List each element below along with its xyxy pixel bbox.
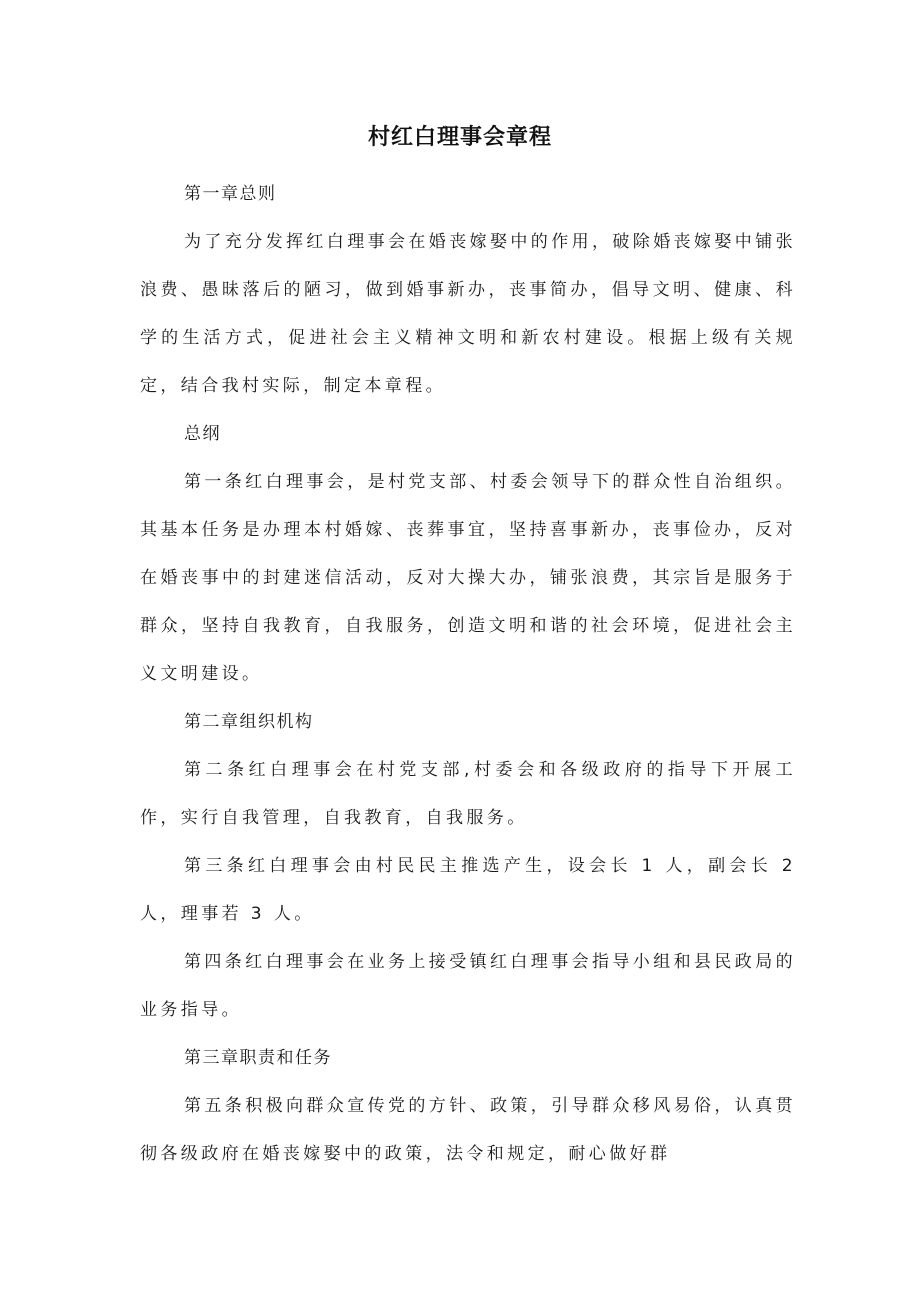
paragraph: 第五条积极向群众宣传党的方针、政策，引导群众移风易俗，认真贯彻各级政府在婚丧嫁娶中的政策，法令和规定，耐心做好群 [140, 1096, 796, 1164]
paragraph: 第二条红白理事会在村党支部,村委会和各级政府的指导下开展工作，实行自我管理，自我教育，自我服务。 [140, 760, 796, 828]
paragraph: 为了充分发挥红白理事会在婚丧嫁娶中的作用，破除婚丧嫁娶中铺张浪费、愚昧落后的陋习，做到婚事新办，丧事简办，倡导文明、健康、科学的生活方式，促进社会主义精神文明和新农村建设。根据上级有关规定，结合我村实际，制定本章程。 [140, 232, 796, 396]
section-heading: 总纲 [184, 424, 221, 444]
paragraph: 第四条红白理事会在业务上接受镇红白理事会指导小组和县民政局的业务指导。 [140, 952, 796, 1020]
paragraph: 第三条红白理事会由村民民主推选产生，设会长 1 人，副会长 2 人，理事若 3 人。 [140, 856, 796, 924]
document-body [140, 170, 796, 1178]
document-title: 村红白理事会章程 [367, 125, 552, 150]
chapter-heading: 第三章职责和任务 [184, 1048, 332, 1068]
chapter-heading: 第二章组织机构 [184, 712, 314, 732]
chapter-heading: 第一章总则 [184, 184, 277, 204]
paragraph: 第一条红白理事会，是村党支部、村委会领导下的群众性自治组织。其基本任务是办理本村婚嫁、丧葬事宜，坚持喜事新办，丧事俭办，反对在婚丧事中的封建迷信活动，反对大操大办，铺张浪费，其宗旨是服务于群众，坚持自我教育，自我服务，创造文明和谐的社会环境，促进社会主义文明建设。 [140, 472, 796, 684]
